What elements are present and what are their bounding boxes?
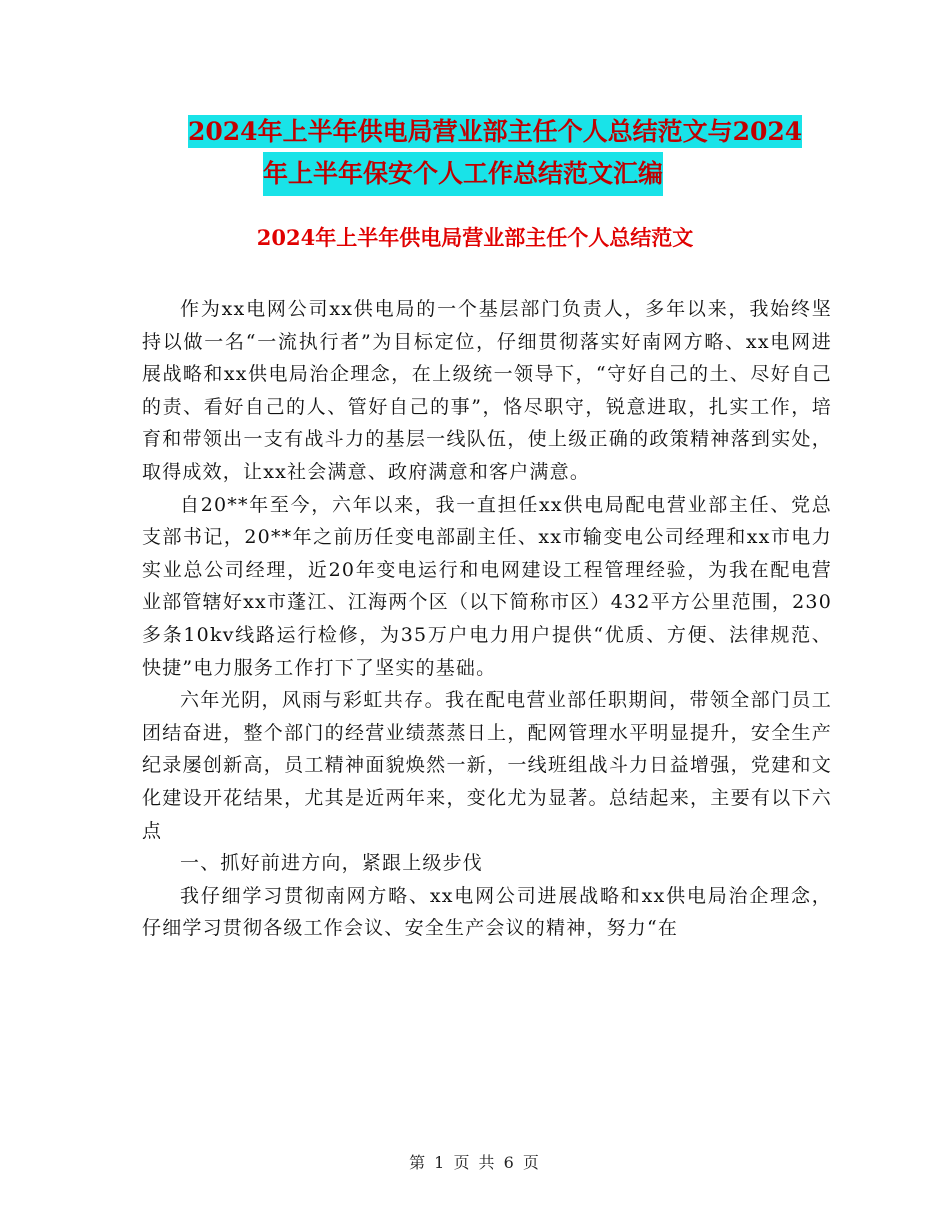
paragraph-summary: 六年光阴，风雨与彩虹共存。我在配电营业部任职期间，带领全部门员工团结奋进，整个部门的经营业绩蒸蒸日上，配网管理水平明显提升，安全生产纪录屡创新高，员工精神面貌焕然一新，一线班组战斗力日益增强，党建和文化建设开花结果，尤其是近两年来，变化尤为显著。总结起来，主要有以下六点 — [142, 689, 832, 842]
paragraph-background: 自20**年至今，六年以来，我一直担任xx供电局配电营业部主任、党总支部书记，20**年之前历任变电部副主任、xx市输变电公司经理和xx市电力实业总公司经理，近20年变电运行和电网建设工程管理经验，为我在配电营业部管辖好xx市蓬江、江海两个区（以下简称市区）432平方公里范围，230多条10kv线路运行检修，为35万户电力用户提供“优质、方便、法律规范、快捷”电力服务工作打下了坚实的基础。 — [142, 493, 832, 679]
document-title — [188, 112, 828, 196]
section-title: 2024年上半年供电局营业部主任个人总结范文 — [256, 225, 694, 250]
paragraph-intro: 作为xx电网公司xx供电局的一个基层部门负责人，多年以来，我始终坚持以做一名“一流执行者”为目标定位，仔细贯彻落实好南网方略、xx电网进展战略和xx供电局治企理念，在上级统一领导下，“守好自己的土、尽好自己的责、看好自己的人、管好自己的事”，恪尽职守，锐意进取，扎实工作，培育和带领出一支有战斗力的基层一线队伍，使上级正确的政策精神落到实处，取得成效，让xx社会满意、政府满意和客户满意。 — [142, 298, 832, 483]
page-number-footer: 第 1 页 共 6 页 — [409, 1153, 541, 1172]
document-body — [142, 293, 832, 945]
document-title-line-2: 年上半年保安个人工作总结范文汇编 — [263, 152, 663, 196]
paragraph-study: 我仔细学习贯彻南网方略、xx电网公司进展战略和xx供电局治企理念，仔细学习贯彻各级工作会议、安全生产会议的精神，努力“在 — [142, 884, 832, 940]
document-title-line-1: 2024年上半年供电局营业部主任个人总结范文与2024 — [188, 117, 803, 146]
paragraph-heading-one: 一、抓好前进方向，紧跟上级步伐 — [180, 852, 484, 875]
